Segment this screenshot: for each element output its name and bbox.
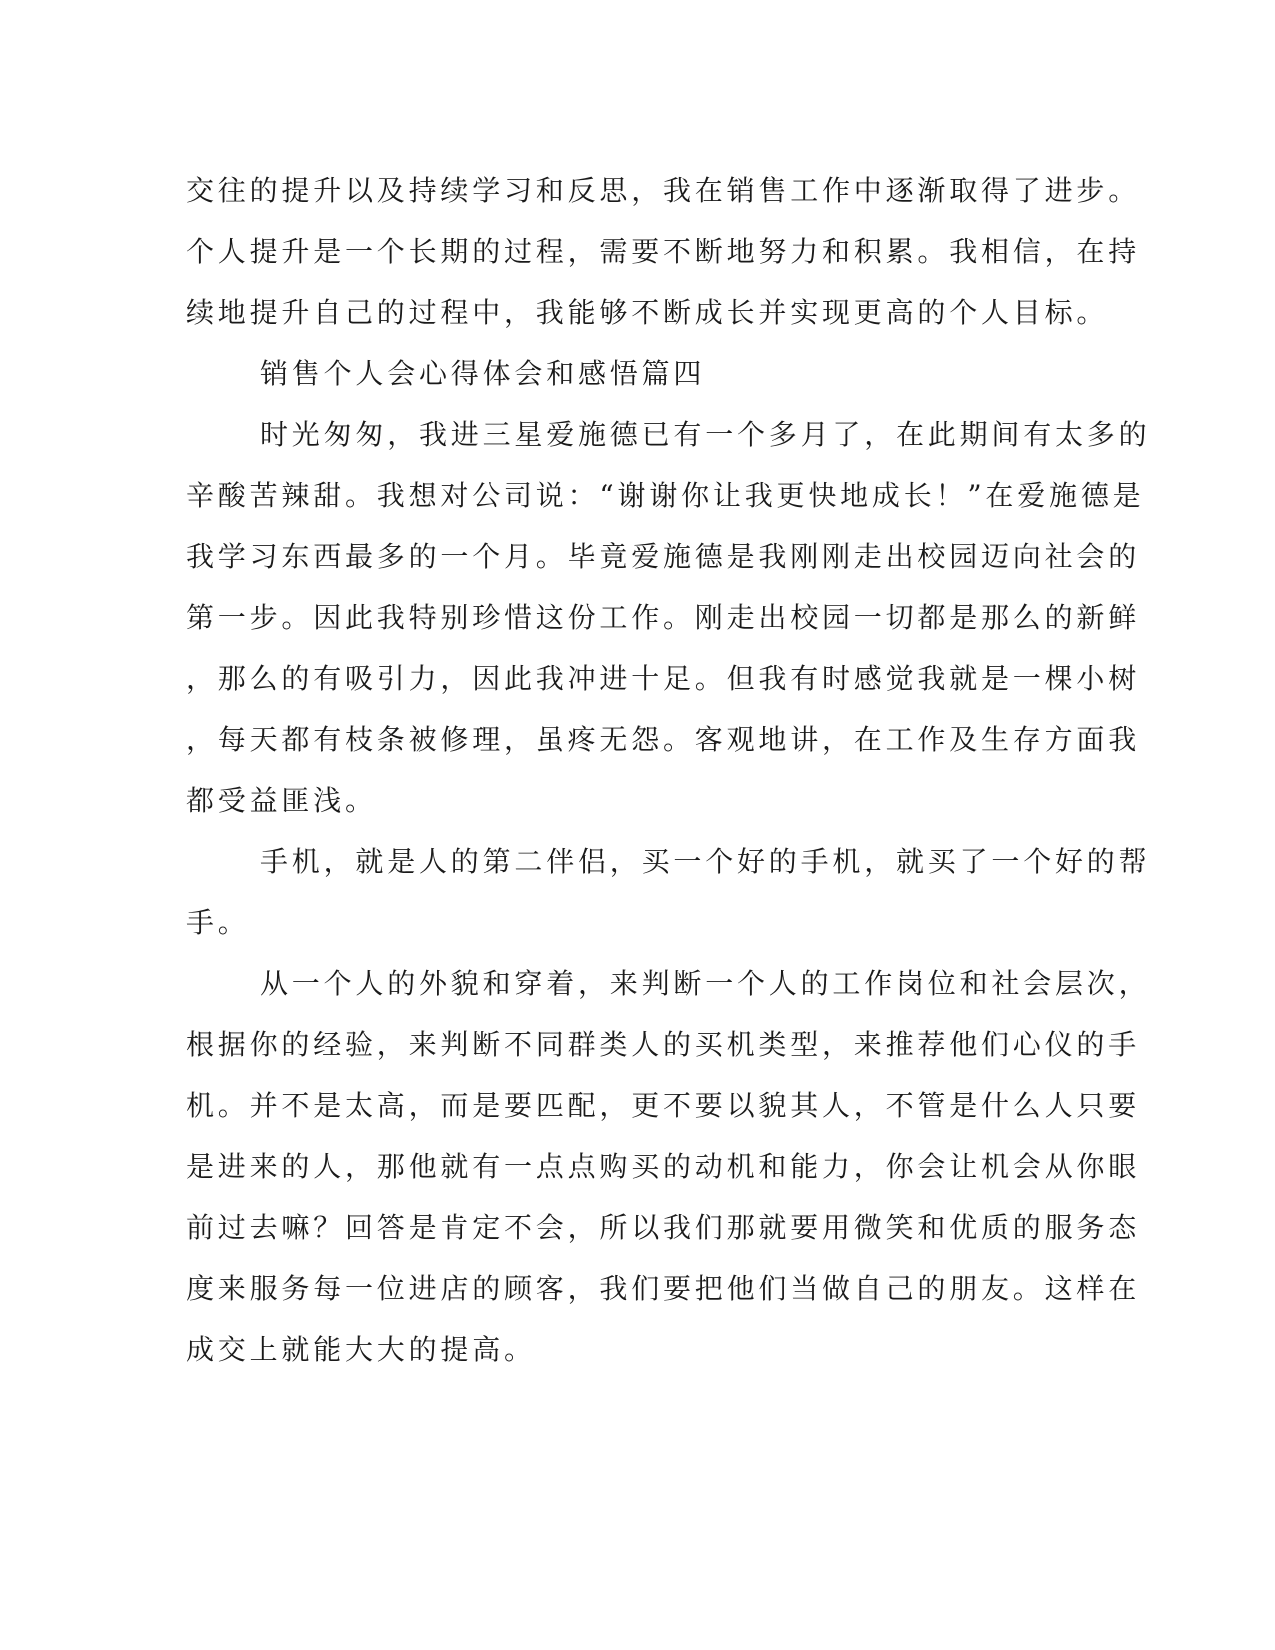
text-line: 都受益匪浅。 xyxy=(186,784,377,817)
text-line: 机。并不是太高，而是要匹配，更不要以貌其人，不管是什么人只要 xyxy=(186,1089,1141,1122)
text-line: 从一个人的外貌和穿着，来判断一个人的工作岗位和社会层次， xyxy=(260,967,1151,1000)
text-line: 个人提升是一个长期的过程，需要不断地努力和积累。我相信，在持 xyxy=(186,235,1141,268)
text-line: 我学习东西最多的一个月。毕竟爱施德是我刚刚走出校园迈向社会的 xyxy=(186,540,1141,573)
text-line: 手。 xyxy=(186,906,250,939)
text-line: 成交上就能大大的提高。 xyxy=(186,1333,536,1366)
paragraph-continuation xyxy=(186,160,1141,343)
text-line: 辛酸苦辣甜。我想对公司说：“谢谢你让我更快地成长！”在爱施德是 xyxy=(186,479,1145,512)
text-line: ，每天都有枝条被修理，虽疼无怨。客观地讲，在工作及生存方面我 xyxy=(186,723,1141,756)
section-heading xyxy=(186,343,1066,404)
text-line: 手机，就是人的第二伴侣，买一个好的手机，就买了一个好的帮 xyxy=(260,845,1151,878)
text-line: 是进来的人，那他就有一点点购买的动机和能力，你会让机会从你眼 xyxy=(186,1150,1141,1183)
text-line: 前过去嘛？回答是肯定不会，所以我们那就要用微笑和优质的服务态 xyxy=(186,1211,1141,1244)
paragraph-time-flies xyxy=(186,404,1151,831)
text-line: 度来服务每一位进店的顾客，我们要把他们当做自己的朋友。这样在 xyxy=(186,1272,1141,1305)
section-heading-text: 销售个人会心得体会和感悟篇四 xyxy=(260,357,706,390)
document-body xyxy=(186,160,1151,1380)
text-line: 时光匆匆，我进三星爱施德已有一个多月了，在此期间有太多的 xyxy=(260,418,1151,451)
text-line: 第一步。因此我特别珍惜这份工作。刚走出校园一切都是那么的新鲜 xyxy=(186,601,1141,634)
paragraph-appearance xyxy=(186,953,1151,1380)
text-line: 交往的提升以及持续学习和反思，我在销售工作中逐渐取得了进步。 xyxy=(186,174,1141,207)
text-line: 续地提升自己的过程中，我能够不断成长并实现更高的个人目标。 xyxy=(186,296,1109,329)
text-line: ，那么的有吸引力，因此我冲进十足。但我有时感觉我就是一棵小树 xyxy=(186,662,1141,695)
text-line: 根据你的经验，来判断不同群类人的买机类型，来推荐他们心仪的手 xyxy=(186,1028,1141,1061)
paragraph-phone xyxy=(186,831,1151,953)
